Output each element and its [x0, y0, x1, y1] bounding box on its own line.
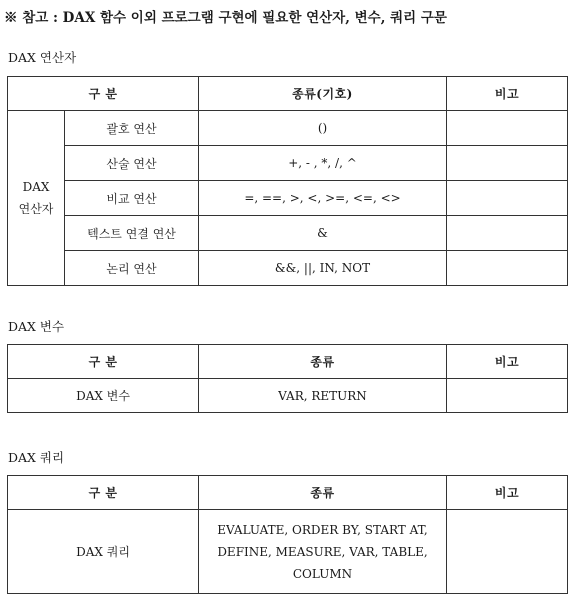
operator-note — [447, 251, 568, 286]
operator-symbols: () — [199, 111, 447, 146]
operator-name: 괄호 연산 — [65, 111, 199, 146]
operator-name: 논리 연산 — [65, 251, 199, 286]
query-note — [447, 510, 568, 594]
variable-items: VAR, RETURN — [199, 379, 447, 413]
operator-name: 비교 연산 — [65, 181, 199, 216]
variable-name: DAX 변수 — [8, 379, 199, 413]
document-title: ※ 참고 : DAX 함수 이외 프로그램 구현에 필요한 연산자, 변수, 쿼리 구문 — [4, 10, 447, 26]
table-row — [8, 251, 568, 286]
queries-heading: DAX 쿼리 — [8, 450, 65, 465]
operators-heading: DAX 연산자 — [8, 50, 77, 65]
query-name: DAX 쿼리 — [8, 510, 199, 594]
table-row — [8, 146, 568, 181]
queries-table — [7, 475, 568, 594]
variable-note — [447, 379, 568, 413]
operator-name: 산술 연산 — [65, 146, 199, 181]
operator-note — [447, 181, 568, 216]
header-type: 종류 — [199, 345, 447, 379]
operator-note — [447, 111, 568, 146]
header-category: 구 분 — [8, 77, 199, 111]
operator-note — [447, 216, 568, 251]
variables-heading: DAX 변수 — [8, 319, 65, 334]
variables-table — [7, 344, 568, 413]
queries-header-row — [8, 476, 568, 510]
operators-group-label: DAX 연산자 — [8, 111, 65, 286]
header-note: 비고 — [447, 345, 568, 379]
header-type: 종류(기호) — [199, 77, 447, 111]
header-category: 구 분 — [8, 476, 199, 510]
table-row — [8, 216, 568, 251]
operator-symbols: =, ==, >, <, >=, <=, <> — [199, 181, 447, 216]
query-items: EVALUATE, ORDER BY, START AT, DEFINE, MEASURE, VAR, TABLE, COLUMN — [199, 510, 447, 594]
header-note: 비고 — [447, 476, 568, 510]
operators-table — [7, 76, 568, 286]
table-row — [8, 379, 568, 413]
variables-header-row — [8, 345, 568, 379]
header-category: 구 분 — [8, 345, 199, 379]
operator-note — [447, 146, 568, 181]
operator-symbols: &&, ||, IN, NOT — [199, 251, 447, 286]
header-type: 종류 — [199, 476, 447, 510]
operator-symbols: & — [199, 216, 447, 251]
table-row — [8, 111, 568, 146]
operators-header-row — [8, 77, 568, 111]
header-note: 비고 — [447, 77, 568, 111]
table-row — [8, 181, 568, 216]
table-row — [8, 510, 568, 594]
operator-symbols: +, - , *, /, ^ — [199, 146, 447, 181]
operator-name: 텍스트 연결 연산 — [65, 216, 199, 251]
